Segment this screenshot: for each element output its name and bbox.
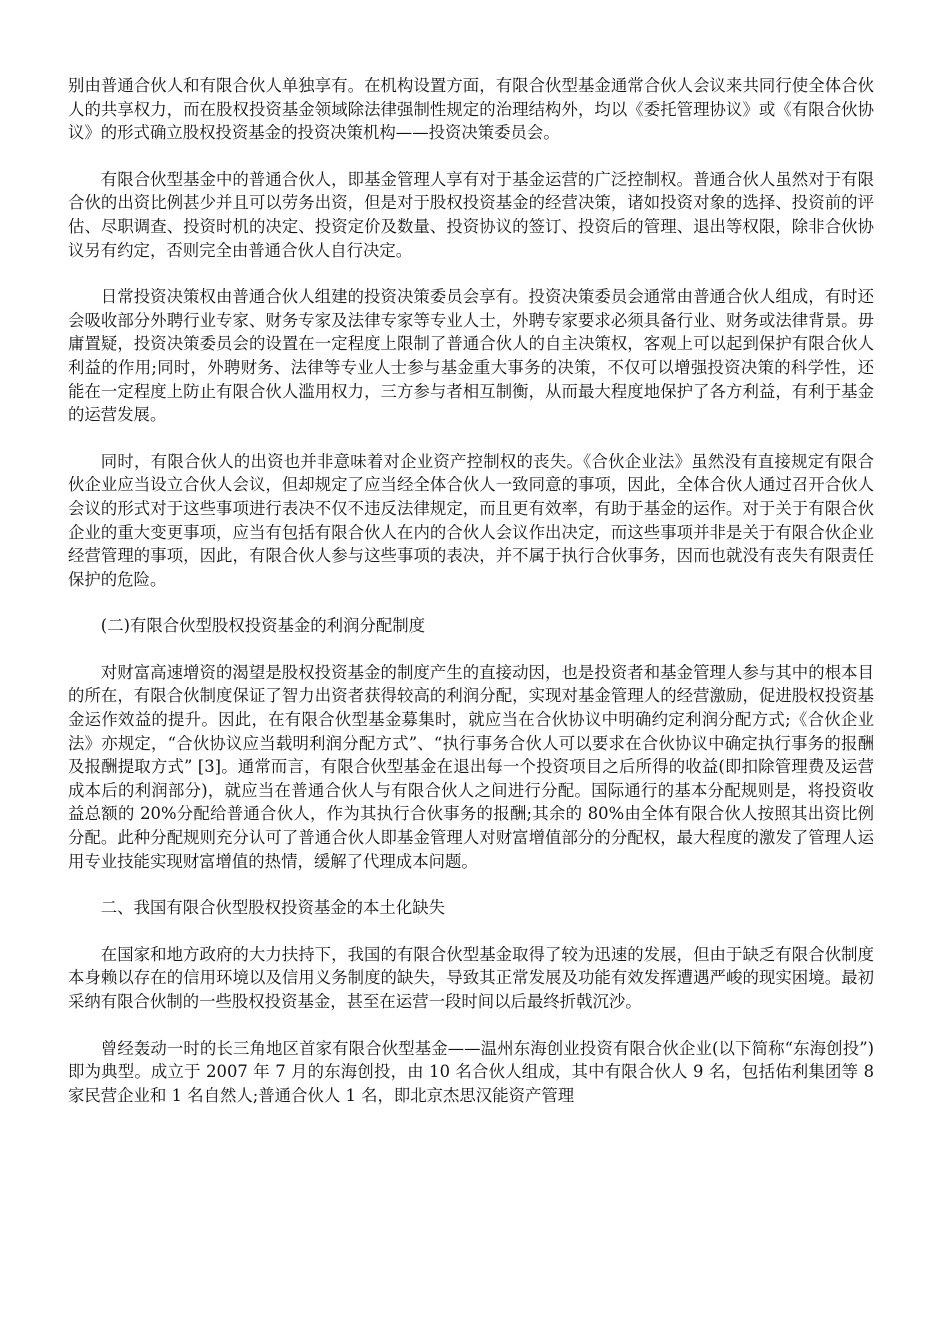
paragraph-general-partner-control: 有限合伙型基金中的普通合伙人，即基金管理人享有对于基金运营的广泛控制权。普通合伙人虽然对于有限合伙的出资比例甚少并且可以劳务出资，但是对于股权投资基金的经营决策，诸如投资对象的选择、投资前的评估、尽职调查、投资时机的决定、投资定价及数量、投资协议的签订、投资后的管理、退出等权限，除非合伙协议另有约定，否则完全由普通合伙人自行决定。: [68, 169, 874, 260]
paragraph-development-difficulties: 在国家和地方政府的大力扶持下，我国的有限合伙型基金取得了较为迅速的发展，但由于缺乏有限合伙制度本身赖以存在的信用环境以及信用义务制度的缺失，导致其正常发展及功能有效发挥遭遇严峻的现实困境。最初采纳有限合伙制的一些股权投资基金，甚至在运营一段时间以后最终折戟沉沙。: [68, 944, 874, 1011]
subheading-profit-distribution: (二)有限合伙型股权投资基金的利润分配制度: [100, 616, 426, 636]
section-heading-localization-deficiency: 二、我国有限合伙型股权投资基金的本土化缺失: [100, 898, 445, 918]
paragraph-investment-committee: 日常投资决策权由普通合伙人组建的投资决策委员会享有。投资决策委员会通常由普通合伙人组成，有时还会吸收部分外聘行业专家、财务专家及法律专家等专业人士，外聘专家要求必须具备行业、财务或法律背景。毋庸置疑，投资决策委员会的设置在一定程度上限制了普通合伙人的自主决策权，客观上可以起到保护有限合伙人利益的作用;同时，外聘财务、法律等专业人士参与基金重大事务的决策，不仅可以增强投资决策的科学性，还能在一定程度上防止有限合伙人滥用权力，三方参与者相互制衡，从而最大程度地保护了各方利益，有利于基金的运营发展。: [68, 287, 874, 425]
paragraph-governance-continued: 别由普通合伙人和有限合伙人单独享有。在机构设置方面，有限合伙型基金通常合伙人会议来共同行使全体合伙人的共享权力，而在股权投资基金领域除法律强制性规定的治理结构外，均以《委托管理协议》或《有限合伙协议》的形式确立股权投资基金的投资决策机构——投资决策委员会。: [68, 76, 874, 143]
document-body: [68, 74, 874, 1130]
paragraph-profit-distribution: 对财富高速增资的渴望是股权投资基金的制度产生的直接动因，也是投资者和基金管理人参与其中的根本目的所在，有限合伙制度保证了智力出资者获得较高的利润分配，实现对基金管理人的经营激励，促进股权投资基金运作效益的提升。因此，在有限合伙型基金募集时，就应当在合伙协议中明确约定利润分配方式;《合伙企业法》亦规定，“合伙协议应当载明利润分配方式”、“执行事务合伙人可以要求在合伙协议中确定执行事务的报酬及报酬提取方式” [3]。通常而言，有限合伙型基金在退出每一个投资项目之后所得的收益(即扣除管理费及运营成本后的利润部分)，就应当在普通合伙人与有限合伙人之间进行分配。国际通行的基本分配规则是，将投资收益总额的 20%分配给普通合伙人，作为其执行合伙事务的报酬;其余的 80%由全体有限合伙人按照其出资比例分配。此种分配规则充分认可了普通合伙人即基金管理人对财富增值部分的分配权，最大程度的激发了管理人运用专业技能实现财富增值的热情，缓解了代理成本问题。: [68, 662, 874, 871]
paragraph-donghai-case: 曾经轰动一时的长三角地区首家有限合伙型基金——温州东海创业投资有限合伙企业(以下简称“东海创投”)即为典型。成立于 2007 年 7 月的东海创投，由 10 名合伙人组成，其中有限合伙人 9 名，包括佑利集团等 8 家民营企业和 1 名自然人;普通合伙人 1 名，即北京杰思汉能资产管理: [68, 1038, 874, 1105]
paragraph-limited-partner-rights: 同时，有限合伙人的出资也并非意味着对企业资产控制权的丧失。《合伙企业法》虽然没有直接规定有限合伙企业应当设立合伙人会议，但却规定了应当经全体合伙人一致同意的事项，因此，全体合伙人通过召开合伙人会议的形式对于这些事项进行表决不仅不违反法律规定，而且更有效率，有助于基金的运作。对于关于有限合伙企业的重大变更事项，应当有包括有限合伙人在内的合伙人会议作出决定，而这些事项并非是关于有限合伙企业经营管理的事项，因此，有限合伙人参与这些事项的表决，并不属于执行合伙事务，因而也就没有丧失有限责任保护的危险。: [68, 451, 874, 589]
